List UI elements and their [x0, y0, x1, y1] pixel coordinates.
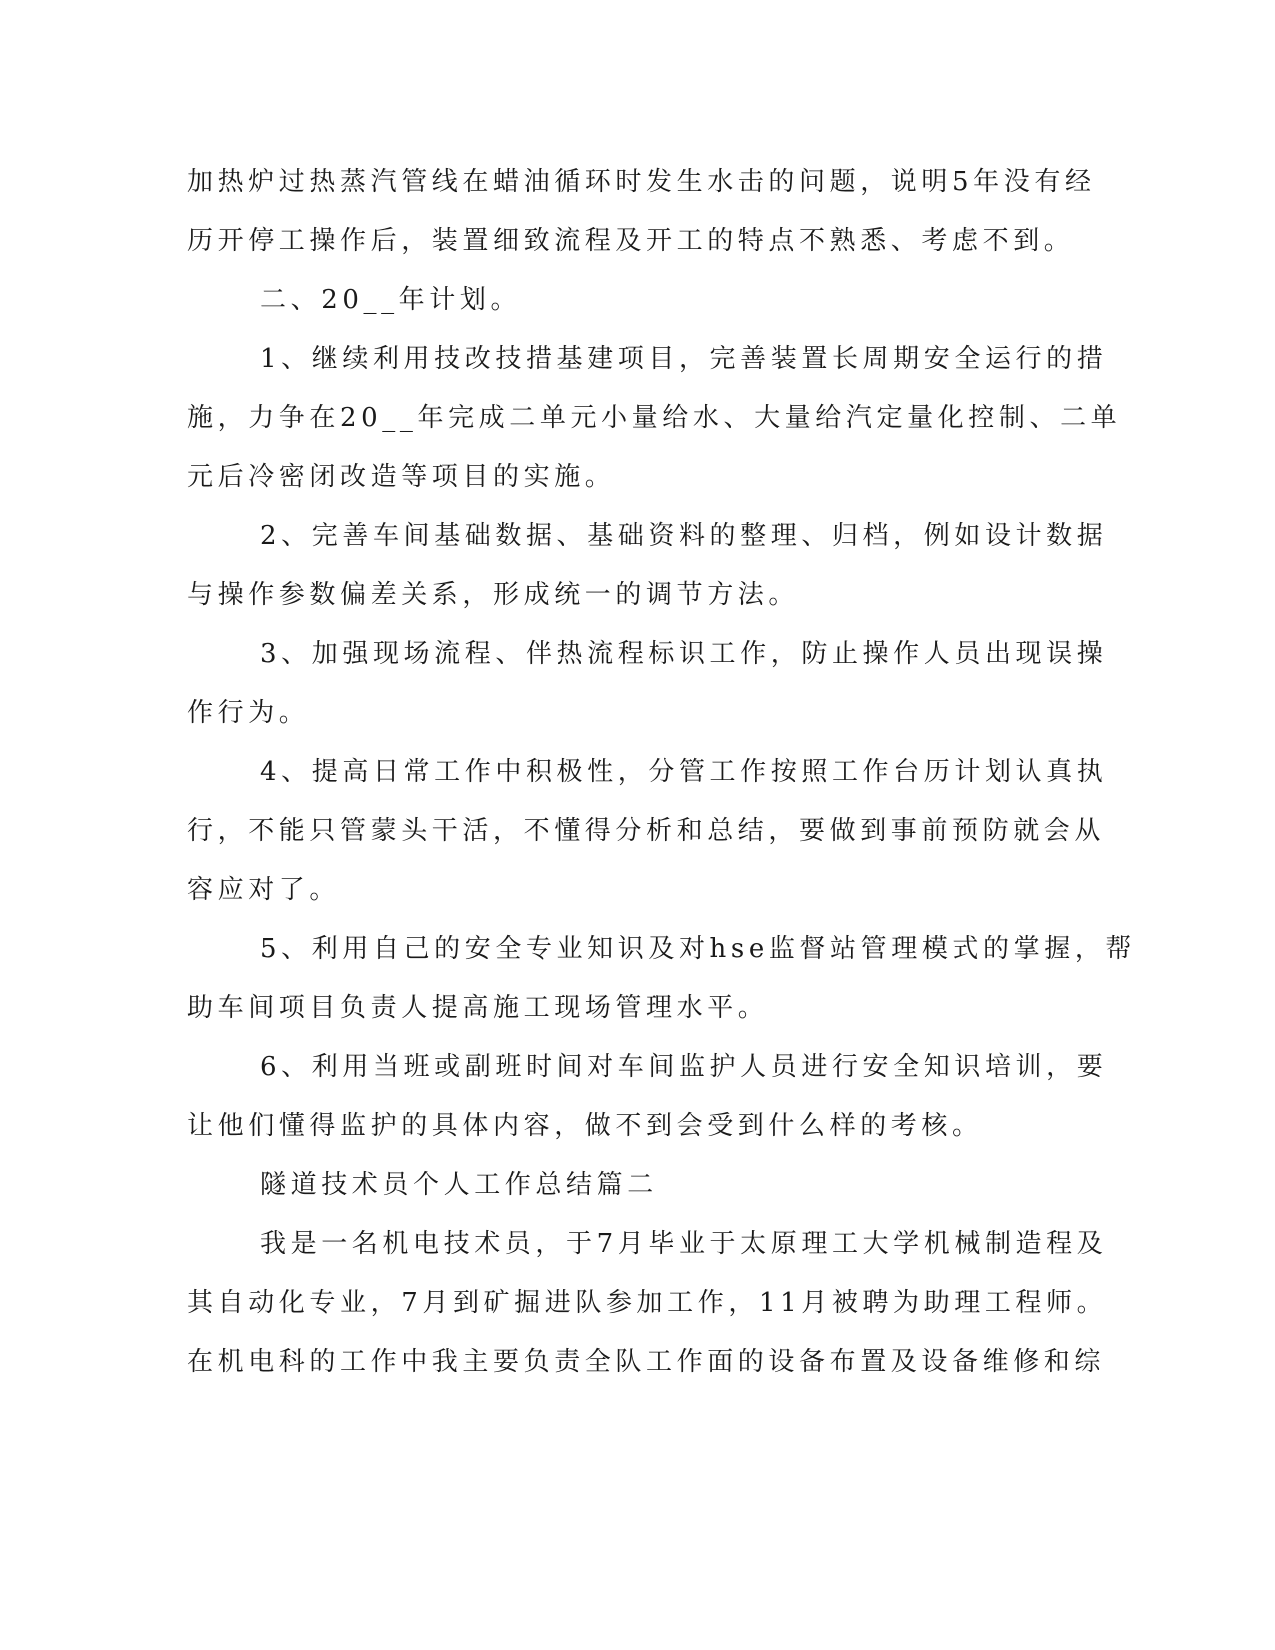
- text-line: 行，不能只管蒙头干活，不懂得分析和总结，要做到事前预防就会从: [187, 816, 1106, 846]
- text-line: 5、利用自己的安全专业知识及对hse监督站管理模式的掌握，帮: [260, 934, 1137, 964]
- text-line: 历开停工操作后，装置细致流程及开工的特点不熟悉、考虑不到。: [187, 226, 1075, 256]
- text-line: 容应对了。: [187, 875, 341, 905]
- text-line: 让他们懂得监护的具体内容，做不到会受到什么样的考核。: [187, 1111, 983, 1141]
- text-line: 助车间项目负责人提高施工现场管理水平。: [187, 993, 769, 1023]
- section-heading-part-two: 隧道技术员个人工作总结篇二: [260, 1170, 658, 1200]
- text-line: 其自动化专业，7月到矿掘进队参加工作，11月被聘为助理工程师。: [187, 1288, 1108, 1318]
- section-heading-plan: 二、20__年计划。: [260, 285, 522, 315]
- text-line: 3、加强现场流程、伴热流程标识工作，防止操作人员出现误操: [260, 639, 1108, 669]
- text-line: 2、完善车间基础数据、基础资料的整理、归档，例如设计数据: [260, 521, 1108, 551]
- text-line: 施，力争在20__年完成二单元小量给水、大量给汽定量化控制、二单: [187, 403, 1122, 433]
- text-line: 在机电科的工作中我主要负责全队工作面的设备布置及设备维修和综: [187, 1347, 1106, 1377]
- text-line: 元后冷密闭改造等项目的实施。: [187, 462, 616, 492]
- text-line: 4、提高日常工作中积极性，分管工作按照工作台历计划认真执: [260, 757, 1108, 787]
- text-line: 6、利用当班或副班时间对车间监护人员进行安全知识培训，要: [260, 1052, 1108, 1082]
- text-line: 作行为。: [187, 698, 310, 728]
- text-line: 1、继续利用技改技措基建项目，完善装置长周期安全运行的措: [260, 344, 1108, 374]
- text-line: 我是一名机电技术员，于7月毕业于太原理工大学机械制造程及: [260, 1229, 1108, 1259]
- text-line: 与操作参数偏差关系，形成统一的调节方法。: [187, 580, 800, 610]
- text-line: 加热炉过热蒸汽管线在蜡油循环时发生水击的问题，说明5年没有经: [187, 167, 1096, 197]
